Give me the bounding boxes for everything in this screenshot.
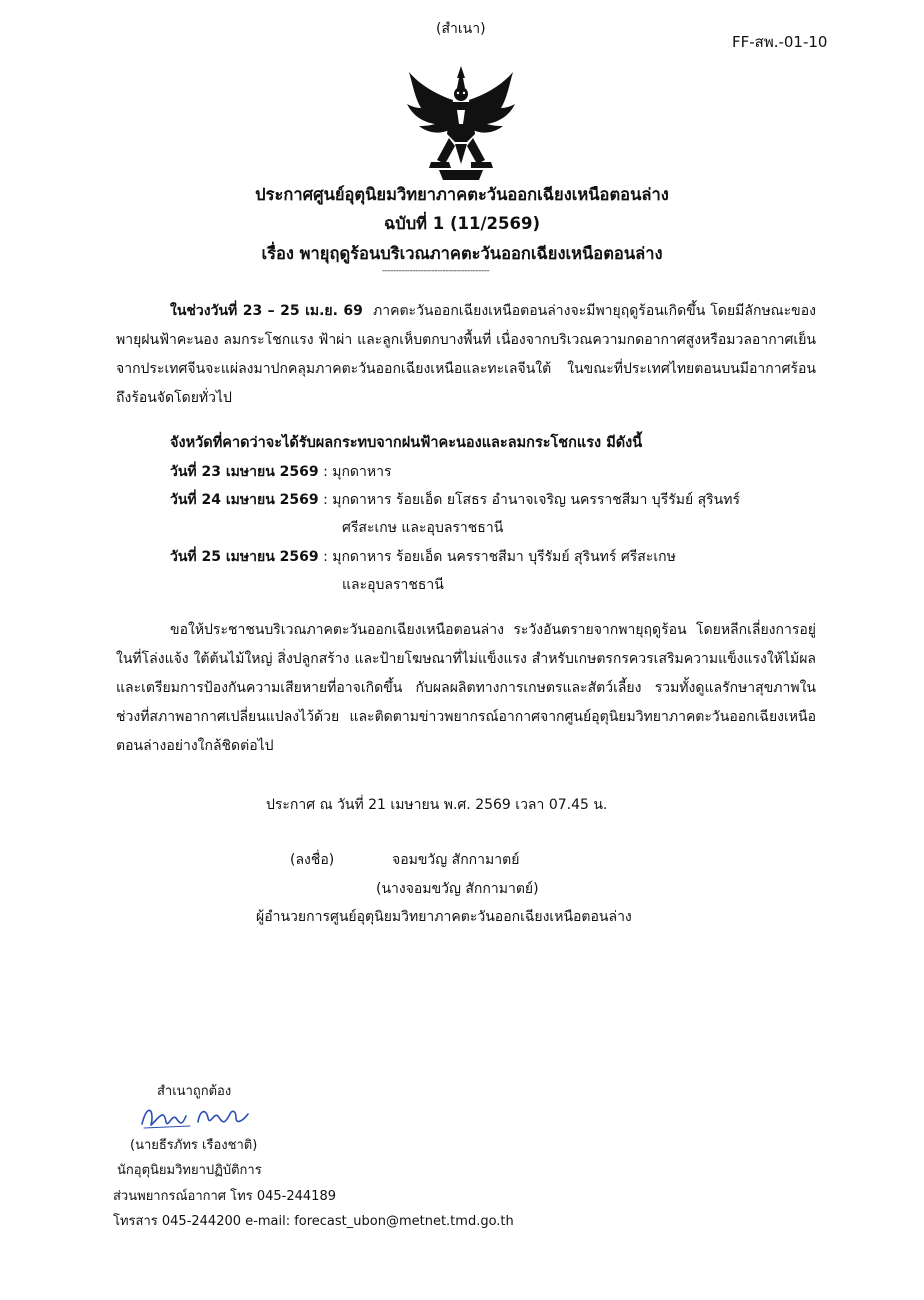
period-label: ในช่วงวันที่ 23 – 25 เม.ย. 69 <box>170 303 363 319</box>
affected-provinces-heading: จังหวัดที่คาดว่าจะได้รับผลกระทบจากฝนฟ้าคะนองและลมกระโชกแรง มีดังนี้ <box>170 435 643 451</box>
paragraph-situation <box>116 297 816 413</box>
document-title: ประกาศศูนย์อุตุนิยมวิทยาภาคตะวันออกเฉียงเหนือตอนล่าง <box>255 185 669 204</box>
paragraph-advice: ขอให้ประชาชนบริเวณภาคตะวันออกเฉียงเหนือตอนล่าง ระวังอันตรายจากพายุฤดูร้อน โดยหลีกเลี่ยงการอยู่ในที่โล่งแจ้ง ใต้ต้นไม้ใหญ่ สิ่งปลูกสร้าง และป้ายโฆษณาที่ไม่แข็งแรง สำหรับเกษตรกรควรเสริมความแข็งแรงให้ไม้ผล และเตรียมการป้องกันความเสียหายที่อาจเกิดขึ้น กับผลผลิตทางการเกษตรและสัตว์เลี้ยง รวมทั้งดูแลรักษาสุขภาพในช่วงที่สภาพอากาศเปลี่ยนแปลงไว้ด้วย และติดตามข่าวพยากรณ์อากาศจากศูนย์อุตุนิยมวิทยาภาคตะวันออกเฉียงเหนือตอนล่างอย่างใกล้ชิดต่อไป <box>116 622 816 754</box>
day-row <box>170 486 740 514</box>
day-provinces-continued: ศรีสะเกษ และอุบลราชธานี <box>342 520 504 536</box>
situation-text: ภาคตะวันออกเฉียงเหนือตอนล่างจะมีพายุฤดูร้อนเกิดขึ้น โดยมีลักษณะของพายุฝนฟ้าคะนอง ลมกระโชกแรง ฟ้าผ่า และลูกเห็บตกบางพื้นที่ เนื่องจากบริเวณความกดอากาศสูงหรือมวลอากาศเย็นจากประเทศจีนจะแผ่ลงมาปกคลุมภาคตะวันออกเฉียงเหนือและทะเลจีนใต้ ในขณะที่ประเทศไทยตอนบนมีอากาศร้อนถึงร้อนจัดโดยทั่วไป <box>116 303 816 406</box>
day-date: วันที่ 25 เมษายน 2569 <box>170 549 319 565</box>
signer-position: ผู้อำนวยการศูนย์อุตุนิยมวิทยาภาคตะวันออกเฉียงเหนือตอนล่าง <box>256 909 632 925</box>
certified-copy-label: สำเนาถูกต้อง <box>157 1084 232 1099</box>
day-provinces: : มุกดาหาร <box>323 464 392 480</box>
subject-line: เรื่อง พายุฤดูร้อนบริเวณภาคตะวันออกเฉียงเหนือตอนล่าง <box>261 244 663 263</box>
signer-full-name: (นางจอมขวัญ สักกามาตย์) <box>376 881 539 897</box>
day-row <box>170 458 392 486</box>
day-row <box>170 543 676 571</box>
officer-name: (นายธีรภัทร เรืองชาติ) <box>130 1138 258 1153</box>
day-provinces: : มุกดาหาร ร้อยเอ็ด ยโสธร อำนาจเจริญ นครราชสีมา บุรีรัมย์ สุรินทร์ <box>323 492 740 508</box>
form-code: FF-สพ.-01-10 <box>732 33 828 51</box>
divider: --------------------------------------- <box>382 266 490 276</box>
handwritten-signature <box>136 1100 256 1134</box>
day-date: วันที่ 23 เมษายน 2569 <box>170 464 319 480</box>
day-date: วันที่ 24 เมษายน 2569 <box>170 492 319 508</box>
officer-position: นักอุตุนิยมวิทยาปฏิบัติการ <box>117 1163 262 1178</box>
signer-name: จอมขวัญ สักกามาตย์ <box>392 852 520 868</box>
contact-fax-email: โทรสาร 045-244200 e-mail: forecast_ubon@metnet.tmd.go.th <box>113 1214 514 1229</box>
copy-mark: (สำเนา) <box>436 21 486 37</box>
day-provinces-continued: และอุบลราชธานี <box>342 577 444 593</box>
contact-phone: ส่วนพยากรณ์อากาศ โทร 045-244189 <box>113 1189 336 1204</box>
signed-label: (ลงชื่อ) <box>290 852 335 868</box>
issue-number: ฉบับที่ 1 (11/2569) <box>383 214 541 233</box>
day-provinces: : มุกดาหาร ร้อยเอ็ด นครราชสีมา บุรีรัมย์ สุรินทร์ ศรีสะเกษ <box>323 549 676 565</box>
garuda-emblem-icon <box>405 64 517 182</box>
announcement-date: ประกาศ ณ วันที่ 21 เมษายน พ.ศ. 2569 เวลา 07.45 น. <box>266 797 608 813</box>
